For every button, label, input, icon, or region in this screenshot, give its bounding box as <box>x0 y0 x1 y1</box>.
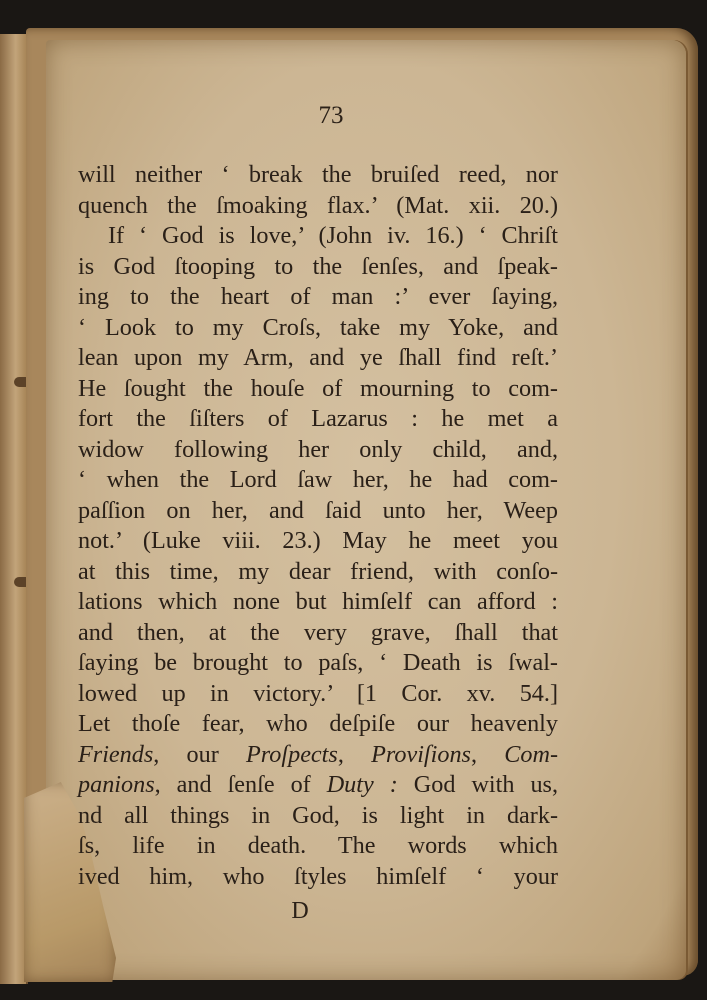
text-line: fort the ſiſters of Lazarus : he met a <box>78 405 558 432</box>
text-line: If ‘ God is love,’ (John iv. 16.) ‘ Chriſt <box>108 222 558 249</box>
text-line: ‘ when the Lord ſaw her, he had com- <box>78 466 558 493</box>
text-line: Let thoſe fear, who deſpiſe our heavenly <box>78 710 558 737</box>
text-line: is God ſtooping to the ſenſes, and ſpeak- <box>78 252 558 280</box>
body-text <box>78 160 558 892</box>
text-line: ing to the heart of man :’ ever ſaying, <box>78 283 558 310</box>
text-line: lean upon my Arm, and ye ſhall find reſt.’ <box>78 344 558 371</box>
text-line: will neither ‘ break the bruiſed reed, nor <box>78 161 558 188</box>
text-line: lations which none but himſelf can afford : <box>78 588 558 615</box>
text-line: ſaying be brought to paſs, ‘ Death is ſwal- <box>78 649 558 676</box>
text-line: lowed up in victory.’ [1 Cor. xv. 54.] <box>78 679 558 707</box>
text-line: ived him, who ſtyles himſelf ‘ your <box>78 862 558 890</box>
text-line: ‘ Look to my Croſs, take my Yoke, and <box>78 313 558 341</box>
text-line: nd all things in God, is light in dark- <box>78 801 558 829</box>
text-line: Friends, our Proſpects, Proviſions, Com- <box>78 740 559 768</box>
page-number: 73 <box>318 102 344 129</box>
text-line: and then, at the very grave, ſhall that <box>78 618 558 646</box>
facing-page-edge <box>0 34 28 984</box>
text-line: ſs, life in death. The words which <box>78 832 558 859</box>
text-line: at this time, my dear friend, with conſo- <box>78 557 558 585</box>
text-line: paſſion on her, and ſaid unto her, Weep <box>78 496 558 524</box>
text-line: not.’ (Luke viii. 23.) May he meet you <box>78 527 558 554</box>
text-line: widow following her only child, and, <box>78 435 558 463</box>
text-line: He ſought the houſe of mourning to com- <box>78 374 558 402</box>
text-line: quench the ſmoaking flax.’ (Mat. xii. 20.) <box>78 191 558 219</box>
text-line: panions, and ſenſe of Duty : God with us, <box>78 771 558 798</box>
signature-mark: D <box>291 898 309 924</box>
